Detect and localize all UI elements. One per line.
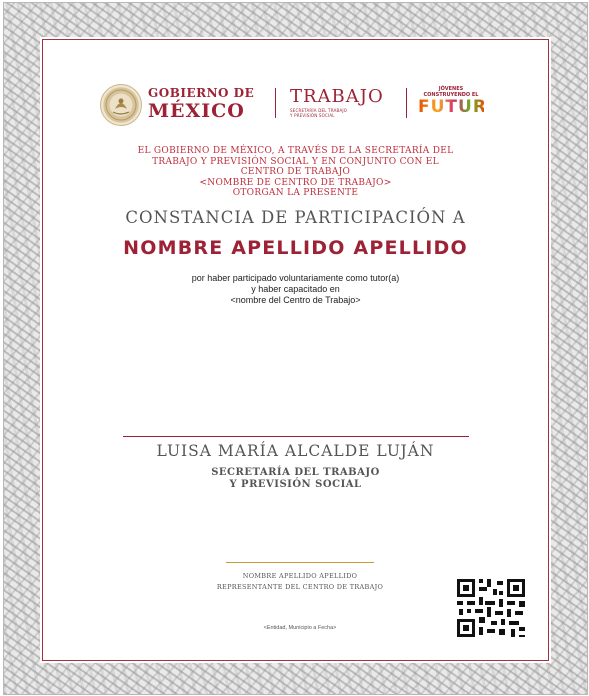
certificate-card [42, 39, 549, 661]
intro-line: CENTRO DE TRABAJO [240, 167, 351, 177]
header-logos [43, 84, 548, 128]
trabajo-logo [290, 86, 400, 118]
recipient-name: NOMBRE APELLIDO APELLIDO [123, 237, 468, 259]
certificate-body [83, 273, 508, 306]
certificate-title: CONSTANCIA DE PARTICIPACIÓN A [125, 208, 466, 227]
intro-line: OTORGAN LA PRESENTE [232, 188, 359, 198]
intro-text [83, 146, 508, 199]
body-line: <nombre del Centro de Trabajo> [230, 295, 361, 305]
representative-role: REPRESENTANTE DEL CENTRO DE TRABAJO [216, 582, 384, 591]
jcf-line1: JÓVENES [438, 86, 464, 92]
intro-line: <NOMBRE DE CENTRO DE TRABAJO> [199, 177, 392, 188]
jovenes-construyendo-futuro-logo [418, 86, 503, 117]
logo-divider [406, 88, 407, 118]
gobierno-mexico-logo [148, 86, 268, 122]
qr-code-icon [455, 577, 527, 639]
representative-name: NOMBRE APELLIDO APELLIDO [242, 572, 358, 580]
representative-signature-line [226, 562, 374, 563]
jcf-line2: CONSTRUYENDO EL [423, 92, 479, 98]
representative-block [173, 571, 427, 592]
intro-line: TRABAJO Y PREVISIÓN SOCIAL Y EN CONJUNTO CON EL [152, 156, 439, 167]
coat-of-arms-icon [100, 84, 142, 126]
gobierno-line1: GOBIERNO DE [148, 86, 255, 100]
body-line: por haber participado voluntariamente como tutor(a) [191, 273, 400, 283]
signer-name: LUISA MARÍA ALCALDE LUJÁN [156, 442, 435, 460]
certificate-background [3, 2, 588, 695]
jcf-line3: FUTURO [418, 97, 503, 117]
place-date: <Entidad, Municipio a Fecha> [263, 625, 337, 631]
intro-line: EL GOBIERNO DE MÉXICO, A TRAVÉS DE LA SECRETARÍA DEL [137, 146, 454, 156]
body-line: y haber capacitado en [251, 284, 340, 294]
signer-role-line: SECRETARÍA DEL TRABAJO [211, 467, 380, 478]
trabajo-sub2: Y PREVISIÓN SOCIAL [290, 113, 335, 118]
signature-line [123, 436, 469, 437]
logo-divider [275, 88, 276, 118]
trabajo-title: TRABAJO [290, 86, 384, 107]
gobierno-line2: MÉXICO [148, 100, 245, 122]
signer-role-line: Y PREVISIÓN SOCIAL [229, 479, 362, 490]
signer-role [43, 467, 548, 491]
trabajo-sub1: SECRETARÍA DEL TRABAJO [290, 108, 348, 113]
